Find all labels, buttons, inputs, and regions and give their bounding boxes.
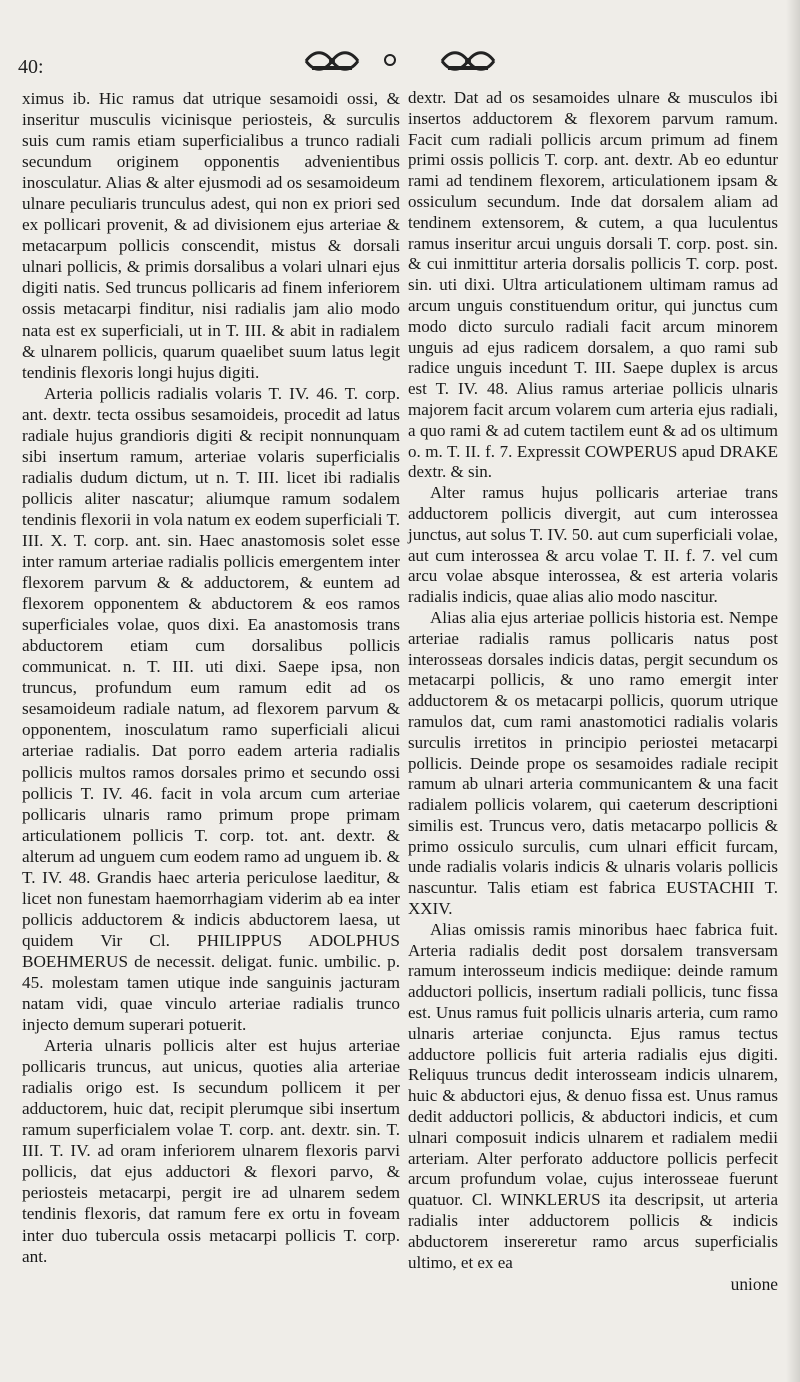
fleuron-ornament-left — [302, 48, 362, 74]
paragraph: ximus ib. Hic ramus dat utrique sesamoidi ossi, & inseritur musculis vicinisque periosteis, & surculis suis cum ramis etiam superficialibus a trunco radiali secundum originem opponentis advenientibus inosculatur. Alias & alter ejusmodi ad os sesamoideum ulnare peculiaris trunculus adest, qui non ex priori sed ex pollicari provenit, & ad divisionem ejus arteriae & metacarpum pollicis conscendit, mistus & dorsali ulnari pollicis, & primis dorsalibus a volari ulnari ejus digiti natis. Sed truncus pollicaris ad finem inferiorem ossis metacarpi finditur, nisi radialis jam alio modo nata est ex superficiali, ut in T. III. & abit in radialem & ulnarem pollicis, quarum quaelibet suum latus legit tendinis flexoris longi hujus digiti. — [22, 89, 400, 382]
left-column — [22, 88, 400, 1267]
page-edge-shadow — [786, 0, 800, 1382]
page-number: 40: — [18, 56, 44, 78]
center-dot-icon — [384, 54, 396, 66]
page-header — [0, 44, 800, 84]
catchword: unione — [730, 1274, 778, 1294]
paragraph: Arteria pollicis radialis volaris T. IV. 46. T. corp. ant. dextr. tecta ossibus sesamoideis, procedit ad latus radiale hujus grandioris digiti & recipit nonnunquam sibi insertum ramum, arteriae volaris superficialis radialis dudum dictum, ut n. T. III. licet ibi radialis pollicis aliter nascatur; aliumque ramum sodalem tendinis flexorii in vola natum ex eodem superficiali T. III. X. T. corp. ant. sin. Haec anastomosis solet esse inter ramum arteriae radialis pollicis emergentem inter flexorem parvum & & adductorem, & euntem ad flexorem opponentem & abductorem & eos ramos superficiales volae, quos dixi. Ea anastomosis trans abductorem etiam cum dorsalibus pollicis communicat. n. T. III. uti dixi. Saepe ipsa, non truncus, profundum eum ramum edit ad os sesamoideum radiale natum, ad flexorem parvum & opponentem, inosculatum ramo superficiali alicui arteriae radialis. Dat porro eadem arteria radialis pollicis multos ramos dorsales primo et secundo ossi pollicis T. IV. 46. facit in vola arcum cum arteriae pollicaris ulnaris ramo primum prope primam articulationem pollicis T. corp. tot. ant. dextr. & alterum ad unguem cum eodem ramo ad unguem ib. & T. IV. 48. Grandis haec arteria periculose laeditur, & licet non funestam haemorrhagiam viderim ab ea inter pollicis adductorem & indicis abductorem laesa, ut quidem Vir Cl. PHILIPPUS ADOLPHUS BOEHMERUS de necessit. deligat. funic. umbilic. p. 45. molestam tamen utique inde sanguinis jacturam natam vidi, quae vinculo arteriae radialis trunco injecto demum superari potuerit. — [22, 383, 400, 1035]
fleuron-ornament-right — [438, 48, 498, 74]
paragraph: Alias alia ejus arteriae pollicis historia est. Nempe arteriae radialis ramus pollicaris natus post interosseas dorsales indicis datas, pergit secundum os metacarpi pollicis, & uno ramo emergit inter adductorem & os metacarpi pollicis, quorum utrique ramulos dat, cum rami anastomotici radialis volaris surculis irretitos in principio periostei metacarpi pollicis. Deinde prope os sesamoides radiale recipit ramum ab ulnari arteria communicantem & una facit radialem pollicis volarem, qui caeterum descriptioni similis est. Truncus vero, datis metacarpo pollicis & primo ossiculo surculis, cum ulnari efficit furcam, unde radialis volaris indicis & ulnaris volaris pollicis nascuntur. Talis etiam est fabrica EUSTACHII T. XXIV. — [408, 607, 778, 919]
right-column — [408, 88, 778, 1273]
paragraph: Alias omissis ramis minoribus haec fabrica fuit. Arteria radialis dedit post dorsalem transversam ramum interosseum indicis mediique: deinde ramum adductori pollicis, insertum radiali pollicis, tunc fissa est. Unus ramus fuit pollicis ulnaris arteria, cum ramo ulnaris arteriae conjuncta. Ejus ramus tectus adductore pollicis fuit arteria radialis ejus digiti. Reliquus truncus dedit interosseam indicis ulnarem, huic & abductori ejus, & denuo fissa est. Unus ramus dedit adductori pollicis, & abductori indicis, et cum ulnari composuit indicis ulnarem et radialem medii arteriam. Alter perforato adductore pollicis perfecit arcum profundum volae, cujus interosseae fuerunt quatuor. Cl. WINKLERUS ita descripsit, ut arteria radialis inter adductorem pollicis & indicis abductorem insereretur ramo arcus superficialis ultimo, et ex ea — [408, 919, 778, 1272]
paragraph: Arteria ulnaris pollicis alter est hujus arteriae pollicaris truncus, aut unicus, quoties alia arteriae radialis origo est. Is secundum pollicem it per adductorem, huic dat, recipit plerumque sibi insertum ramum superficialem volae T. corp. ant. dextr. sin. T. III. T. IV. ad oram inferiorem ulnarem flexoris parvi pollicis, dat ejus adductori & flexori parvo, & periosteis metacarpi, pergit ire ad ulnarem sedem tendinis flexoris, dat ramum fere ex ortu in foveam inter duo tubercula ossis metacarpi pollicis T. corp. ant. — [22, 1036, 400, 1266]
paragraph: Alter ramus hujus pollicaris arteriae trans adductorem pollicis divergit, aut cum interossea junctus, aut solus T. IV. 50. aut cum superficiali volae, aut cum interossea & arcu volae T. II. f. 7. vel cum arcu volae absque interossea, & est arteria volaris radialis indicis, quae alias alio modo nascitur. — [408, 483, 778, 607]
paragraph: dextr. Dat ad os sesamoides ulnare & musculos ibi insertos adductorem & flexorem parvum ramum. Facit cum radiali pollicis arcum primum ad finem primi ossis pollicis T. corp. ant. dextr. Ab eo eduntur rami ad tendinem flexorem, articulationem ipsam & ossiculum secundum. Inde dat dorsalem aliam ad tendinem extensorem, & cutem, a qua luculentus ramus inseritur arcui unguis dorsali T. corp. post. sin. & cui inmittitur arteria dorsalis pollicis T. corp. post. sin. uti dixi. Ultra articulationem ultimam ramus ad arcum unguis constituendum oritur, qui junctus cum modo dicto surculo radiali facit arcum minorem unguis ad ejus radicem dorsalem, a quo rami sub radice unguis incedunt T. III. Saepe duplex is arcus est T. IV. 48. Alius ramus arteriae pollicis ulnaris majorem facit arcum volarem cum arteria ejus radiali, a quo rami & ad cutem tactilem eunt & ad os ultimum o. m. T. II. f. 7. Expressit COWPERUS apud DRAKE dextr. & sin. — [408, 88, 778, 482]
